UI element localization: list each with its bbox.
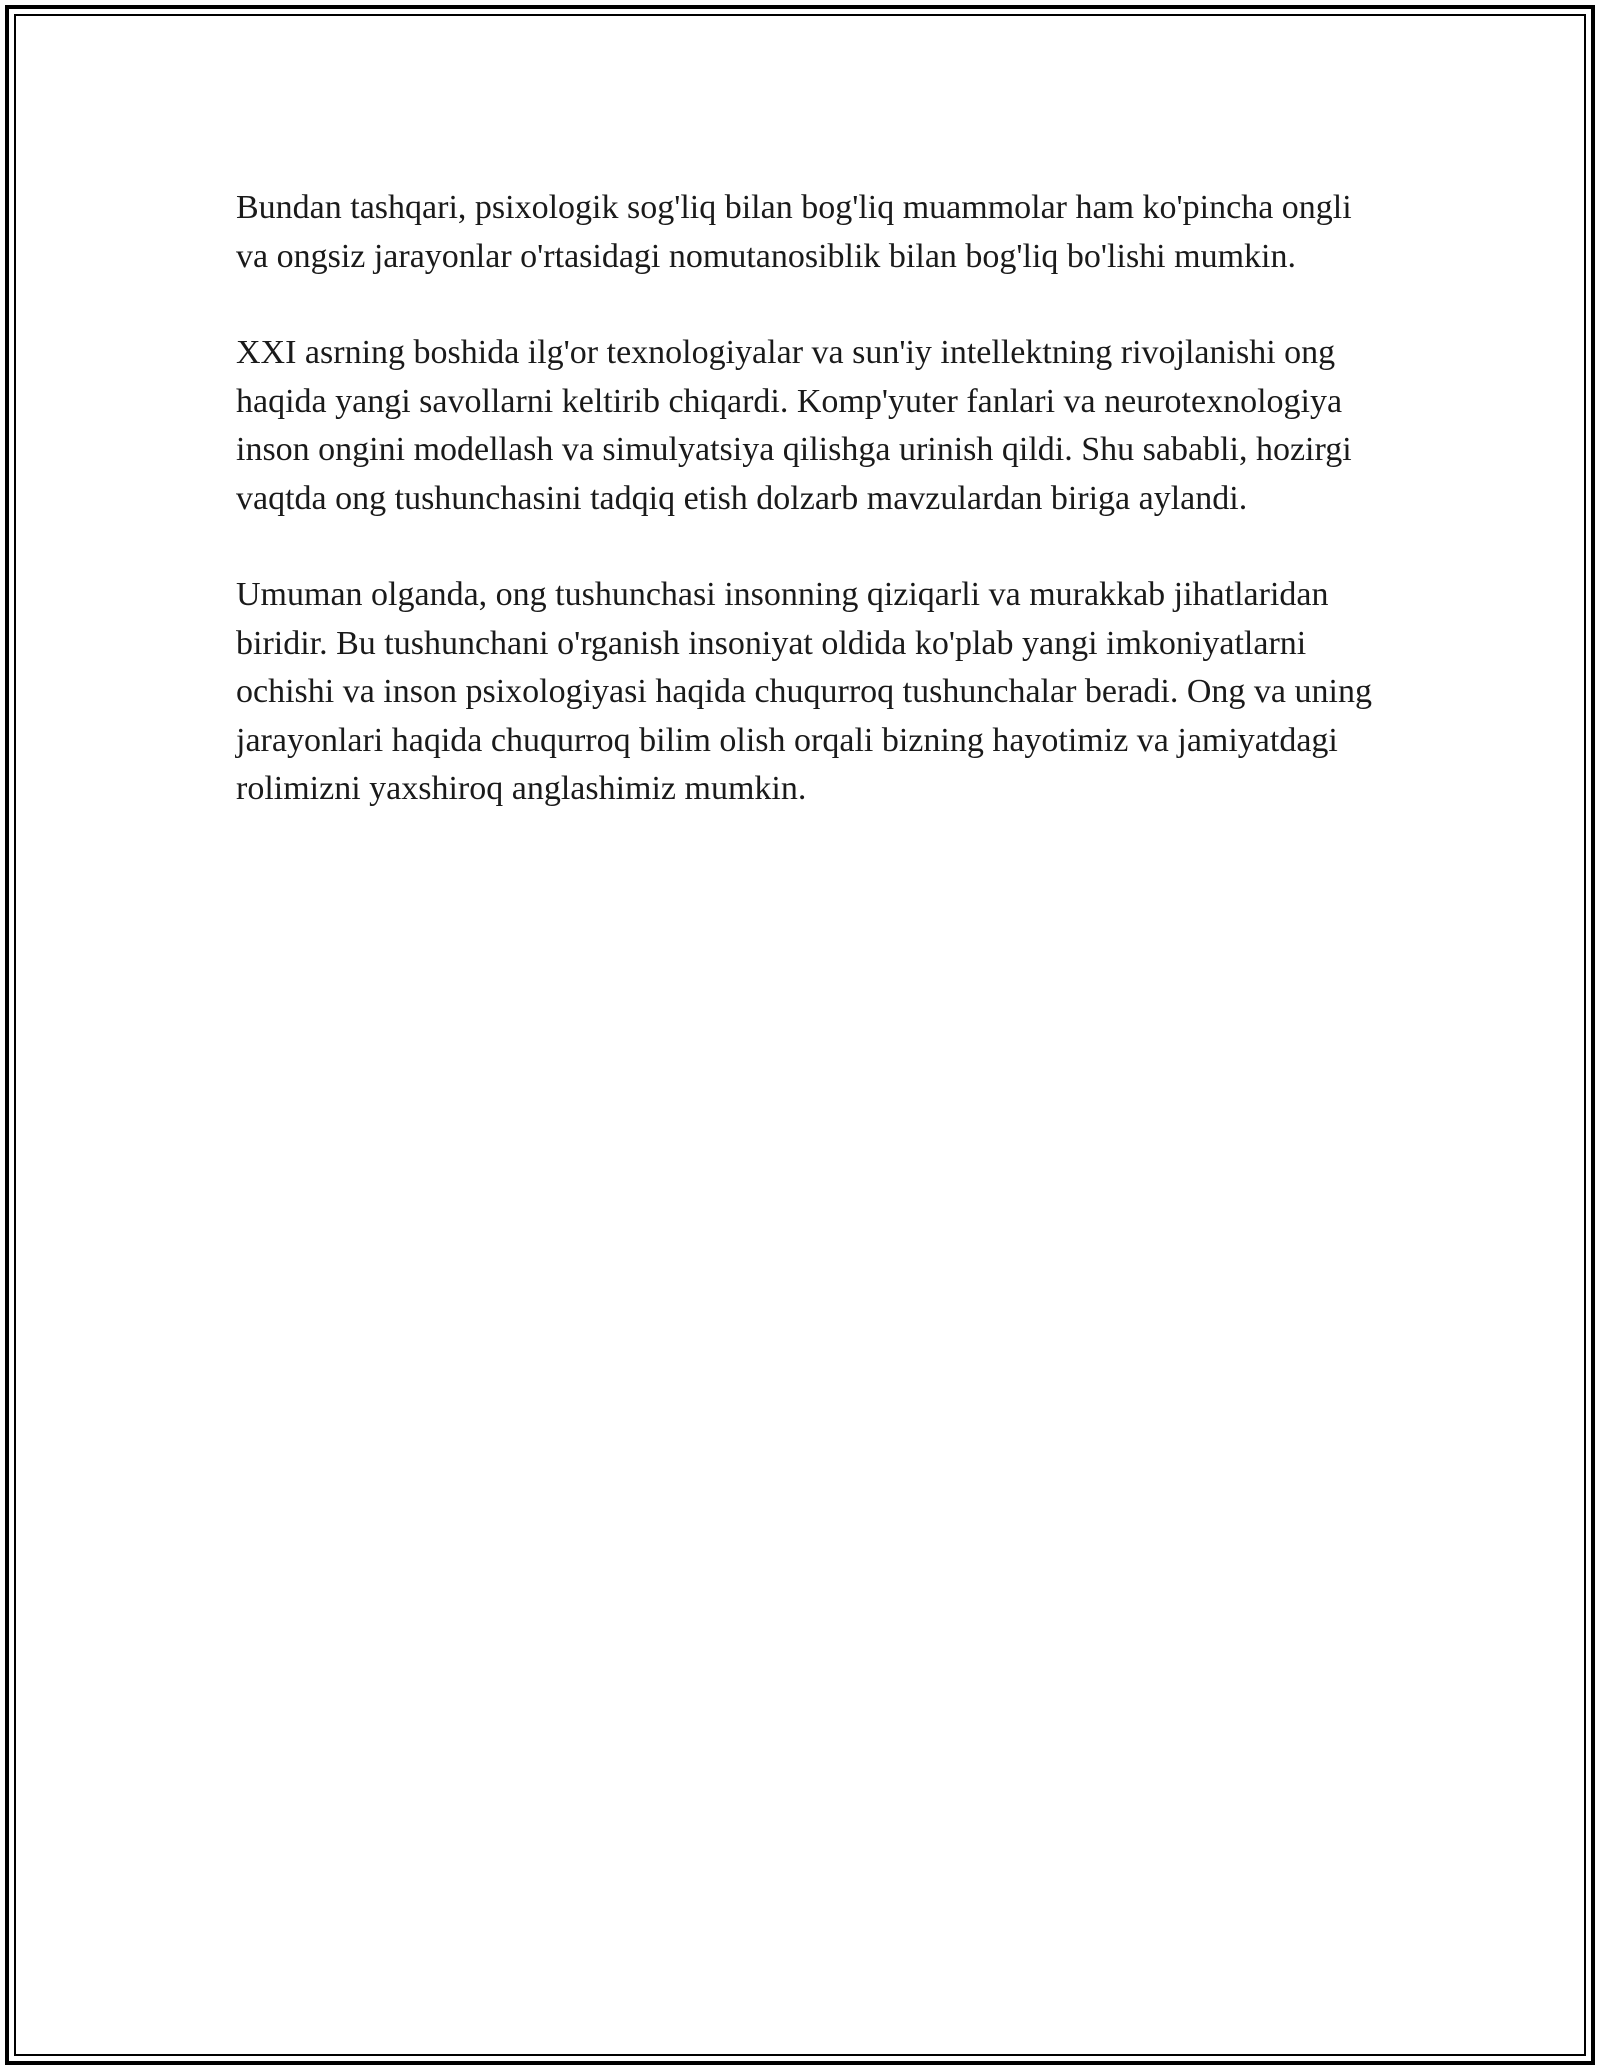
paragraph-1: Bundan tashqari, psixologik sog'liq bilan bog'liq muammolar ham ko'pincha ongli va ongsiz jarayonlar o'rtasidagi nomutanosiblik bilan bog'liq bo'lishi mumkin. — [236, 189, 1352, 275]
paragraph-2: XXI asrning boshida ilg'or texnologiyalar va sun'iy intellektning rivojlanishi ong haqida yangi savollarni keltirib chiqardi. Komp'yuter fanlari va neurotexnologiya inson ongini modellash va simulyatsiya qilishga urinish qildi. Shu sababli, hozirgi vaqtda ong tushunchasini tadqiq etish dolzarb mavzulardan biriga aylandi. — [236, 334, 1352, 517]
document-body — [236, 184, 1376, 862]
paragraph-3: Umuman olganda, ong tushunchasi insonning qiziqarli va murakkab jihatlaridan biridir. Bu tushunchani o'rganish insoniyat oldida ko'plab yangi imkoniyatlarni ochishi va inson psixologiyasi haqida chuqurroq tushunchalar beradi. Ong va uning jarayonlari haqida chuqurroq bilim olish orqali bizning hayotimiz va jamiyatdagi rolimizni yaxshiroq anglashimiz mumkin. — [236, 576, 1372, 807]
